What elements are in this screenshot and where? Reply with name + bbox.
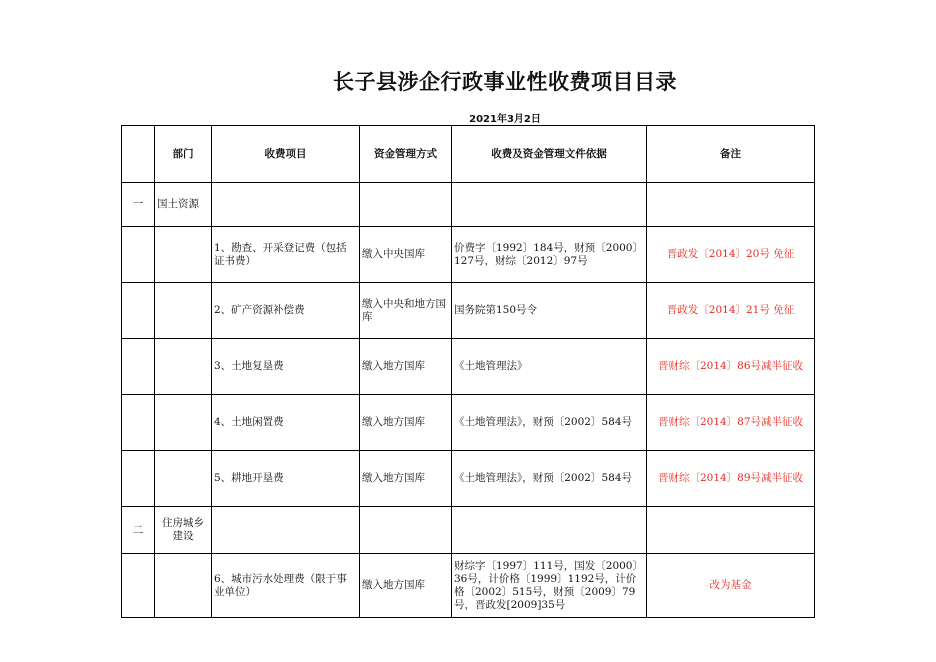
row-item: 3、土地复垦费 <box>212 339 360 395</box>
row-note <box>647 507 815 554</box>
row-item: 4、土地闲置费 <box>212 395 360 451</box>
row-dept <box>155 227 212 283</box>
row-fund: 缴入地方国库 <box>360 395 452 451</box>
document-title: 长子县涉企行政事业性收费项目目录 <box>333 70 677 94</box>
row-item: 1、勘查、开采登记费（包括证书费） <box>212 227 360 283</box>
row-basis: 价费字〔1992〕184号，财预〔2000〕127号，财综〔2012〕97号 <box>452 227 647 283</box>
row-dept <box>155 339 212 395</box>
row-seq: 二 <box>122 507 155 554</box>
table-row <box>122 339 815 395</box>
row-dept <box>155 283 212 339</box>
row-fund: 缴入地方国库 <box>360 554 452 618</box>
header-dept: 部门 <box>155 126 212 183</box>
row-item <box>212 507 360 554</box>
row-fund: 缴入中央和地方国库 <box>360 283 452 339</box>
row-dept: 国土资源 <box>155 183 212 227</box>
row-basis: 《土地管理法》，财预〔2002〕584号 <box>452 451 647 507</box>
row-seq: 一 <box>122 183 155 227</box>
row-basis: 国务院第150号令 <box>452 283 647 339</box>
row-seq <box>122 554 155 618</box>
header-note: 备注 <box>647 126 815 183</box>
row-fund: 缴入中央国库 <box>360 227 452 283</box>
row-dept: 住房城乡建设 <box>155 507 212 554</box>
header-basis: 收费及资金管理文件依据 <box>452 126 647 183</box>
row-note: 晋财综〔2014〕86号减半征收 <box>647 339 815 395</box>
fee-catalog-table <box>121 125 815 618</box>
row-note: 晋政发〔2014〕20号 免征 <box>647 227 815 283</box>
table-row <box>122 451 815 507</box>
table-header-row <box>122 126 815 183</box>
table-row <box>122 395 815 451</box>
row-fund <box>360 183 452 227</box>
table-row <box>122 183 815 227</box>
row-seq <box>122 451 155 507</box>
row-seq <box>122 283 155 339</box>
row-item: 2、矿产资源补偿费 <box>212 283 360 339</box>
row-note: 改为基金 <box>647 554 815 618</box>
row-fund: 缴入地方国库 <box>360 451 452 507</box>
row-fund: 缴入地方国库 <box>360 339 452 395</box>
row-item: 6、城市污水处理费（限于事业单位） <box>212 554 360 618</box>
header-fund-mgmt: 资金管理方式 <box>360 126 452 183</box>
row-seq <box>122 339 155 395</box>
row-basis <box>452 507 647 554</box>
row-basis <box>452 183 647 227</box>
row-note: 晋政发〔2014〕21号 免征 <box>647 283 815 339</box>
row-item: 5、耕地开垦费 <box>212 451 360 507</box>
row-seq <box>122 395 155 451</box>
header-item: 收费项目 <box>212 126 360 183</box>
row-note: 晋财综〔2014〕89号减半征收 <box>647 451 815 507</box>
table-row <box>122 283 815 339</box>
row-fund <box>360 507 452 554</box>
row-item <box>212 183 360 227</box>
row-basis: 《土地管理法》，财预〔2002〕584号 <box>452 395 647 451</box>
table-row <box>122 227 815 283</box>
row-dept <box>155 554 212 618</box>
document-date: 2021年3月2日 <box>469 114 541 125</box>
row-dept <box>155 451 212 507</box>
row-seq <box>122 227 155 283</box>
row-basis: 《土地管理法》 <box>452 339 647 395</box>
header-seq <box>122 126 155 183</box>
row-note <box>647 183 815 227</box>
table-row <box>122 507 815 554</box>
row-dept <box>155 395 212 451</box>
row-note: 晋财综〔2014〕87号减半征收 <box>647 395 815 451</box>
table-row <box>122 554 815 618</box>
row-basis: 财综字〔1997〕111号，国发〔2000〕36号，计价格〔1999〕1192号，计价格〔2002〕515号，财预〔2009〕79号，晋政发[2009]35号 <box>452 554 647 618</box>
